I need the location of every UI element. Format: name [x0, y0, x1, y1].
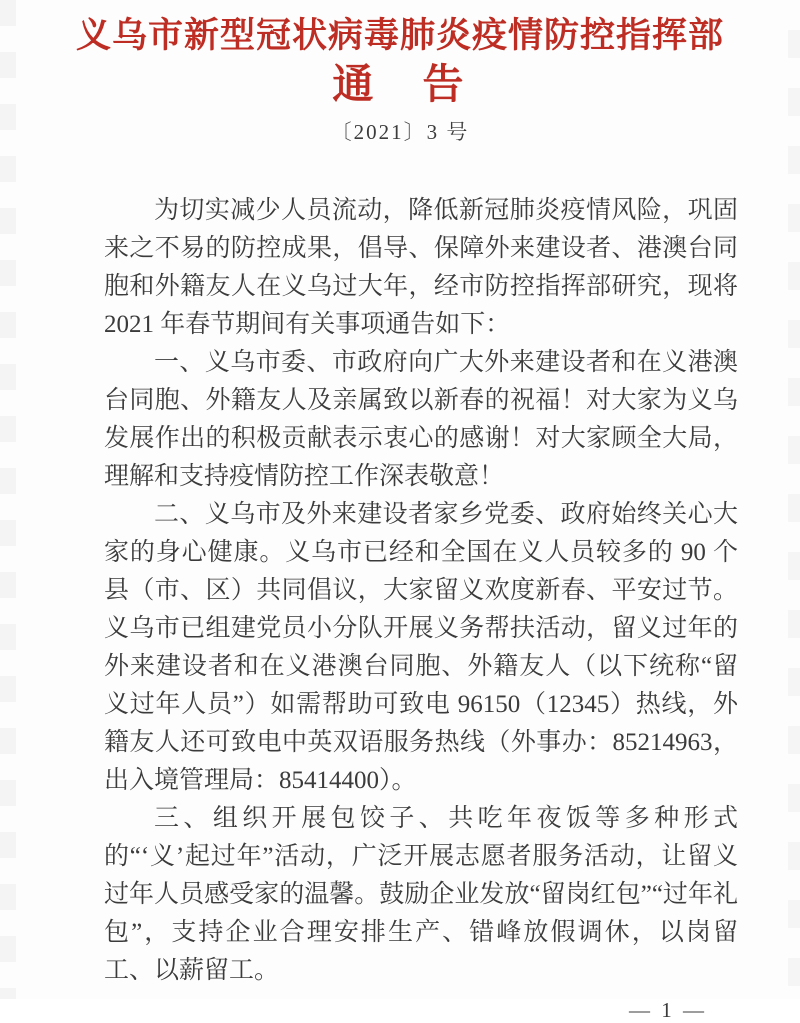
document-number: 〔2021〕3 号	[330, 120, 470, 145]
page-number: — 1 —	[629, 998, 707, 1023]
document-header	[0, 0, 800, 146]
document-body	[104, 192, 738, 990]
body-paragraph-item-2: 二、义乌市及外来建设者家乡党委、政府始终关心大家的身心健康。义乌市已经和全国在义人员较多的 90 个县（市、区）共同倡议，大家留义欢度新春、平安过节。义乌市已组建党员小分队开展义务帮扶活动，留义过年的外来建设者和在义港澳台同胞、外籍友人（以下统称“留义过年人员”）如需帮助可致电 96150（12345）热线，外籍友人还可致电中英双语服务热线（外事办：85214963，出入境管理局：85414400）。	[104, 501, 738, 795]
body-paragraph-item-1: 一、义乌市委、市政府向广大外来建设者和在义港澳台同胞、外籍友人及亲属致以新春的祝福！对大家为义乌发展作出的积极贡献表示衷心的感谢！对大家顾全大局，理解和支持疫情防控工作深表敬意！	[104, 349, 738, 491]
body-paragraph-item-3: 三、组织开展包饺子、共吃年夜饭等多种形式的“‘义’起过年”活动，广泛开展志愿者服务活动，让留义过年人员感受家的温馨。鼓励企业发放“留岗红包”“过年礼包”，支持企业合理安排生产、错峰放假调休，以岗留工、以薪留工。	[104, 805, 738, 985]
body-paragraph-intro: 为切实减少人员流动，降低新冠肺炎疫情风险，巩固来之不易的防控成果，倡导、保障外来建设者、港澳台同胞和外籍友人在义乌过大年，经市防控指挥部研究，现将 2021 年春节期间有关事项通告如下：	[104, 197, 738, 339]
scan-artifact-right	[788, 0, 800, 999]
scan-artifact-left	[0, 0, 16, 999]
document-title: 义乌市新型冠状病毒肺炎疫情防控指挥部	[75, 16, 724, 55]
document-subtitle: 通 告	[332, 61, 468, 108]
